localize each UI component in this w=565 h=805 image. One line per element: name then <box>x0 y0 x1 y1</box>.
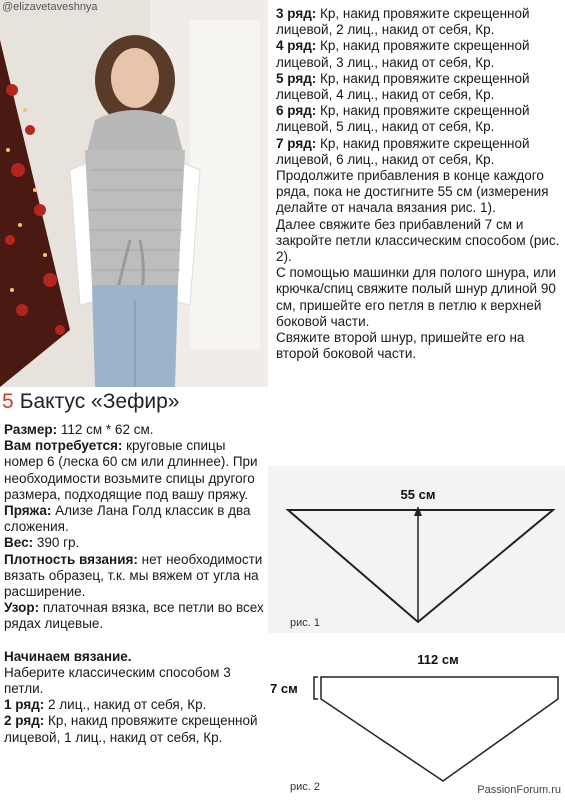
instruction-paragraph-1: Продолжите прибавления в конце каждого ряда, пока не достигните 55 см (измерения делайте от начала вязания рис. 1). <box>276 168 549 216</box>
figure-2-height-label: 7 см <box>270 681 298 696</box>
start-heading: Начинаем вязание. <box>4 648 132 664</box>
needs-line: Вам потребуется: круговые спицы номер 6 (леска 60 см или длиннее). При необходимости возьмите спицы другого размера, подходящие под вашу пряжу. <box>4 438 258 502</box>
size-line: Размер: 112 см * 62 см. <box>4 422 154 437</box>
pattern-number: 5 <box>2 390 14 413</box>
pattern-heading <box>2 390 179 414</box>
row-7: 7 ряд: Кр, накид провяжите скрещенной лицевой, 6 лиц., накид от себя, Кр. <box>276 135 530 167</box>
figure-1-caption: рис. 1 <box>290 617 320 629</box>
figure-1-width-label: 55 см <box>400 487 436 502</box>
instruction-paragraph-3: С помощью машинки для полого шнура, или крючка/спиц свяжите полый шнур длиной 90 см, пришейте его петля в петлю к верхней боковой части. <box>276 265 557 329</box>
figure-1 <box>268 466 565 633</box>
figure-2-width-label: 112 см <box>417 652 459 667</box>
pattern-title: Бактус «Зефир» <box>19 390 180 413</box>
right-text-column <box>276 6 561 463</box>
model-illustration <box>0 0 268 387</box>
row-5: 5 ряд: Кр, накид провяжите скрещенной лицевой, 4 лиц., накид от себя, Кр. <box>276 70 530 103</box>
figure-2-caption: рис. 2 <box>290 781 320 793</box>
figure-2 <box>268 633 565 800</box>
start-text: Наберите классическим способом 3 петли. <box>4 664 231 697</box>
instruction-paragraph-4: Свяжите второй шнур, пришейте его на второй боковой части. <box>276 330 525 362</box>
row-1: 1 ряд: 2 лиц., накид от себя, Кр. <box>4 697 207 713</box>
row-3: 3 ряд: Кр, накид провяжите скрещенной лицевой, 2 лиц., накид от себя, Кр. <box>276 6 530 38</box>
row-2: 2 ряд: Кр, накид провяжите скрещенной лицевой, 1 лиц., накид от себя, Кр. <box>4 713 258 745</box>
model-photo <box>0 0 268 387</box>
weight-line: Вес: 390 гр. <box>4 535 80 551</box>
author-watermark: @elizavetaveshnya <box>2 1 98 13</box>
row-4: 4 ряд: Кр, накид провяжите скрещенной лицевой, 3 лиц., накид от себя, Кр. <box>276 38 530 70</box>
pattern-line: Узор: платочная вязка, все петли во всех рядах лицевые. <box>4 600 264 632</box>
site-watermark: PassionForum.ru <box>477 784 561 796</box>
left-text-column <box>4 422 266 746</box>
figure-1-diagram <box>268 466 565 633</box>
row-6: 6 ряд: Кр, накид провяжите скрещенной лицевой, 5 лиц., накид от себя, Кр. <box>276 103 530 135</box>
instruction-paragraph-2: Далее свяжите без прибавлений 7 см и закройте петли классическим способом (рис. 2). <box>276 216 560 265</box>
figure-2-diagram <box>268 633 565 800</box>
density-line: Плотность вязания: нет необходимости вязать образец, т.к. мы вяжем от угла на расширение. <box>4 551 263 600</box>
yarn-line: Пряжа: Ализе Лана Голд классик в два сложения. <box>4 503 251 535</box>
